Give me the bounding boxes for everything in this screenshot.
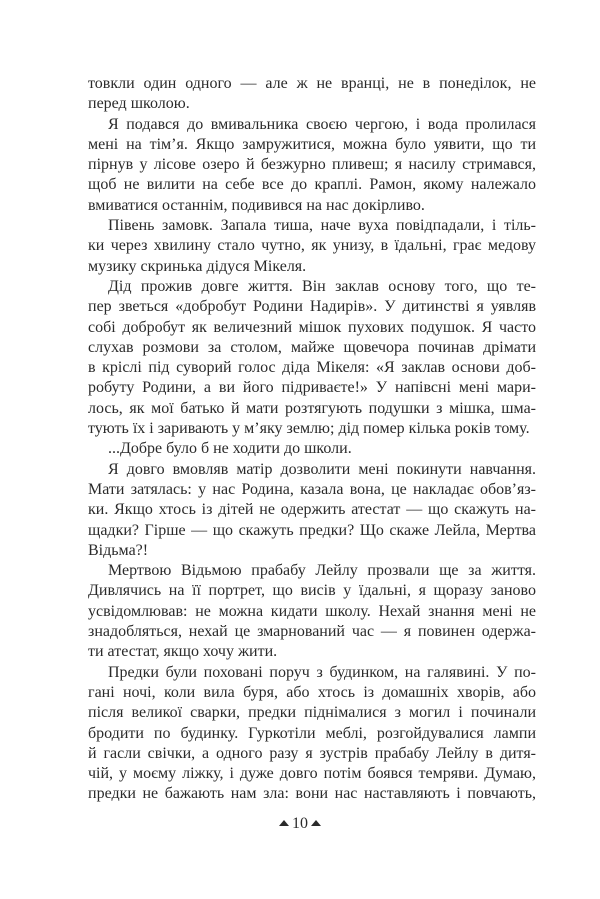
triangle-ornament-icon: [311, 820, 321, 826]
text-line: чій, у моєму ліжку, і дуже довго потім боявся темряви. Думаю,: [88, 765, 536, 783]
page-number: 10: [292, 815, 308, 832]
text-line: Я подався до вмивальника своєю чергою, і вода пролилася: [108, 115, 536, 133]
text-line: й гасли свічки, а одного разу я зустрів прабабу Лейлу в дитя-: [88, 744, 536, 762]
text-line: в кріслі під суворий голос діда Мікеля: «Я заклав основи доб-: [88, 359, 536, 377]
paragraph: [88, 115, 536, 216]
paragraph: [88, 439, 536, 459]
text-line: усвідомлював: не можна кидати школу. Нехай знання мені не: [88, 602, 536, 620]
body-text: [88, 74, 536, 805]
text-line: слухав розмови за столом, майже щовечора починав дрімати: [88, 338, 536, 356]
text-line: щадки? Гірше — що скажуть предки? Що скаже Лейла, Мертва: [88, 521, 536, 539]
text-line: музику скринька дідуся Мікеля.: [88, 257, 307, 275]
paragraph: [88, 663, 536, 805]
text-line: знадобляться, нехай це змарнований час — я повинен одержа-: [88, 623, 536, 641]
text-line: бродити по будинку. Гуркотіли меблі, розгойдувалися лампи: [88, 724, 536, 742]
text-line: робуту Родини, а ви його підриваєте!» У напівсні мені мари-: [88, 379, 536, 397]
text-line: ки. Якщо хтось із дітей не одержить атестат — що скажуть на-: [88, 501, 536, 519]
text-line: перед школою.: [88, 95, 190, 113]
text-line: предки не бажають нам зла: вони нас наставляють і повчають,: [88, 785, 536, 803]
text-line: Я довго вмовляв матір дозволити мені покинути навчання.: [108, 460, 536, 478]
text-line: лось, як мої батько й мати розтягують подушки з мішка, шма-: [88, 399, 536, 417]
text-line: пер зветься «добробут Родини Надирів». У дитинстві я уявляв: [88, 298, 536, 316]
text-line: Дід прожив довге життя. Він заклав основу того, що те-: [108, 277, 536, 295]
text-line: товкли один одного — але ж не вранці, не в понеділок, не: [88, 75, 536, 92]
triangle-ornament-icon: [279, 820, 289, 826]
text-line: мені на тім’я. Якщо замружитися, можна було уявити, що ти: [88, 135, 536, 153]
text-line: Предки були поховані поруч з будинком, на галявині. У по-: [108, 663, 536, 681]
text-line: Мертвою Відьмою прабабу Лейлу прозвали ще за життя.: [108, 562, 536, 580]
text-line: Мати затялась: у нас Родина, казала вона, це накладає обов’яз-: [88, 480, 536, 498]
text-line: Відьма?!: [88, 541, 149, 559]
paragraph: [88, 216, 536, 277]
text-line: собі добробут як величезний мішок пухових подушок. Я часто: [88, 318, 536, 336]
text-line: Півень замовк. Запала тиша, наче вуха повідпадали, і тіль-: [108, 217, 536, 235]
text-line: пірнув у лісове озеро й безжурно пливеш; я насилу стримався,: [88, 156, 536, 174]
paragraph: [88, 74, 536, 115]
paragraph: [88, 561, 536, 662]
text-line: щоб не вилити на себе все до краплі. Рамон, якому належало: [88, 176, 536, 194]
paragraph: [88, 277, 536, 439]
paragraph: [88, 460, 536, 561]
text-line: вмиватися останнім, подивився на нас докірливо.: [88, 196, 425, 214]
text-line: ти атестат, якщо хочу жити.: [88, 643, 278, 661]
text-line: ки через хвилину стало чутно, як унизу, в їдальні, грає медову: [88, 237, 536, 255]
page-footer: [0, 814, 600, 834]
text-line: тують їх і заривають у м’яку землю; дід помер кілька років тому.: [88, 420, 530, 438]
text-line: ...Добре було б не ходити до школи.: [108, 440, 352, 458]
text-line: після великої сварки, предки піднімалися з могил і починали: [88, 704, 536, 722]
text-line: Дивлячись на її портрет, що висів у їдальні, я щоразу заново: [88, 582, 536, 600]
text-line: гані ночі, коли вила буря, або хтось із домашніх хворів, або: [88, 683, 536, 701]
